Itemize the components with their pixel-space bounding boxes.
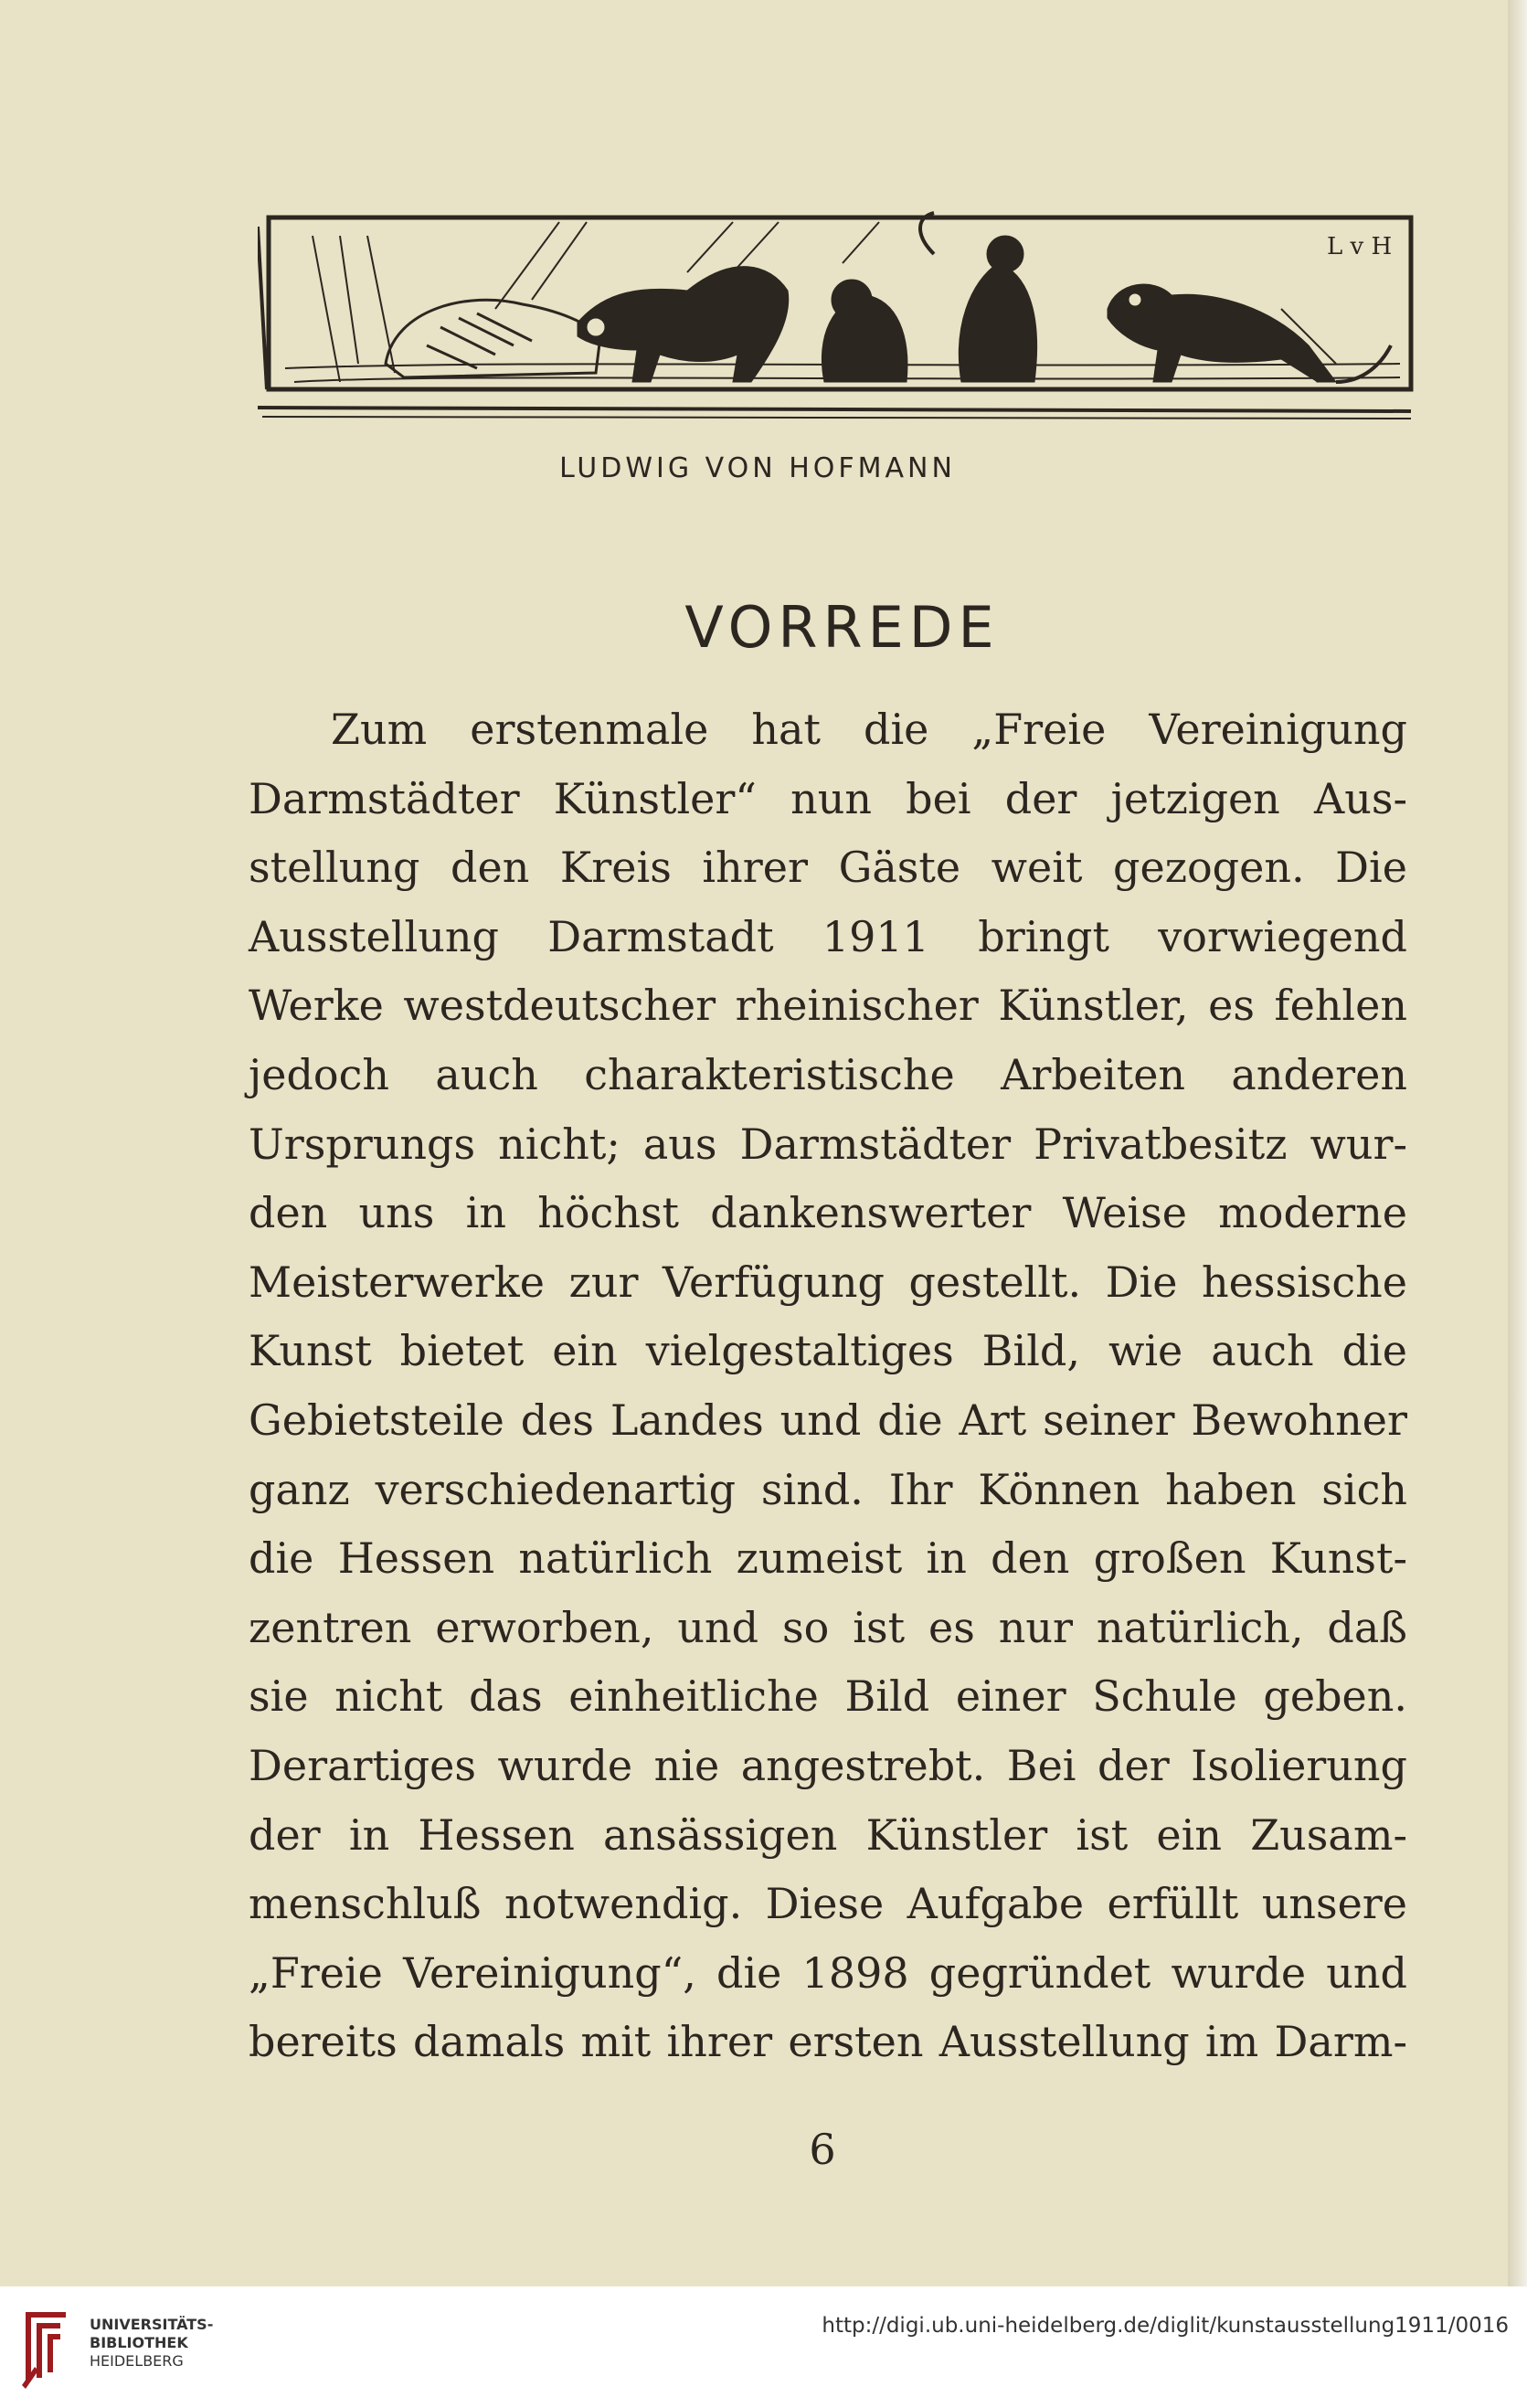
text-line: menschluß notwendig. Diese Aufgabe erfüllt unsere — [249, 1879, 1407, 1929]
artist-monogram: L v H — [1327, 233, 1393, 260]
library-name-line: BIBLIOTHEK — [90, 2334, 188, 2351]
text-line: Ausstellung Darmstadt 1911 bringt vorwiegend — [249, 911, 1407, 961]
text-line: die Hessen natürlich zumeist in den großen Kunst- — [249, 1533, 1407, 1584]
text-line: sie nicht das einheitliche Bild einer Schule geben. — [249, 1671, 1407, 1722]
vignette-illustration — [258, 199, 1416, 425]
text-line: ganz verschiedenartig sind. Ihr Können haben sich — [249, 1464, 1407, 1514]
crouching-figure — [822, 280, 907, 382]
library-logo-icon — [18, 2305, 73, 2389]
library-name-line: HEIDELBERG — [90, 2352, 184, 2370]
text-line: bereits damals mit ihrer ersten Ausstellung im Darm- — [249, 2017, 1407, 2067]
page-edge-shadow — [1508, 0, 1527, 2286]
library-name-line: UNIVERSITÄTS- — [90, 2316, 214, 2333]
text-line: Werke westdeutscher rheinischer Künstler, es fehlen — [249, 981, 1407, 1031]
artist-credit: LUDWIG VON HOFMANN — [559, 452, 956, 484]
source-url: http://digi.ub.uni-heidelberg.de/diglit/kunstausstellung1911/0016 — [822, 2314, 1509, 2338]
panther-right — [1108, 284, 1391, 382]
text-line: Zum erstenmale hat die „Freie Vereinigung — [331, 705, 1407, 754]
page-heading: VORREDE — [684, 594, 1000, 661]
library-name — [90, 2316, 213, 2371]
text-line: den uns in höchst dankenswerter Weise moderne — [249, 1188, 1407, 1238]
text-line: Meisterwerke zur Verfügung gestellt. Die hessische — [249, 1257, 1407, 1307]
digitization-footer — [0, 2286, 1527, 2408]
text-line: Ursprungs nicht; aus Darmstädter Privatbesitz wur- — [249, 1119, 1407, 1169]
text-line: stellung den Kreis ihrer Gäste weit gezogen. Die — [249, 843, 1407, 893]
text-line: jedoch auch charakteristische Arbeiten anderen — [249, 1049, 1407, 1099]
seated-figure — [920, 213, 1037, 382]
page-number: 6 — [809, 2125, 836, 2174]
text-line: „Freie Vereinigung“, die 1898 gegründet wurde und — [249, 1947, 1407, 1998]
text-line: Derartiges wurde nie angestrebt. Bei der Isolierung — [249, 1740, 1407, 1790]
text-line: der in Hessen ansässigen Künstler ist ein Zusam- — [249, 1809, 1407, 1860]
body-text — [249, 695, 1407, 2077]
text-line: Darmstädter Künstler“ nun bei der jetzigen Aus- — [249, 773, 1407, 823]
text-line: Kunst bietet ein vielgestaltiges Bild, wie auch die — [249, 1326, 1407, 1376]
text-line: Gebietsteile des Landes und die Art seiner Bewohner — [249, 1395, 1407, 1445]
text-line: zentren erworben, und so ist es nur natürlich, daß — [249, 1602, 1407, 1652]
